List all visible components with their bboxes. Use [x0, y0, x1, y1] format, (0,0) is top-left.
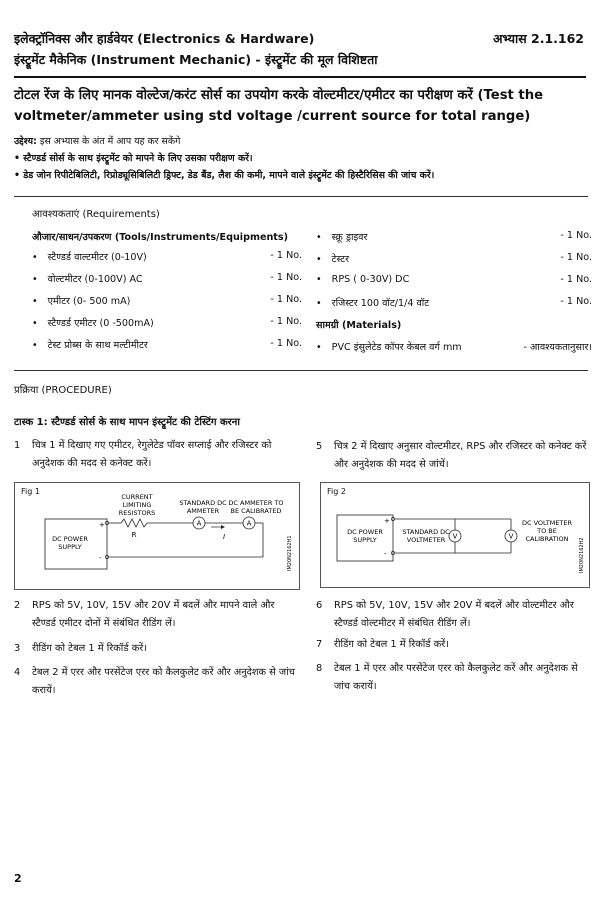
- requirement-item: • एमीटर (0- 500 mA) - 1 No.: [32, 294, 302, 316]
- procedure-step: 8 टेबल 1 में एरर और परसेंटेज एरर को कैलकुलेट करें और अनुदेशक से जांच करायें।: [316, 663, 578, 692]
- fig1-cal-label-2: BE CALIBRATED: [230, 507, 282, 515]
- fig1-cal-label-1: DC AMMETER TO: [228, 499, 284, 507]
- fig1-r-label: R: [131, 531, 137, 539]
- figure-1: [14, 482, 300, 590]
- requirement-item: • टेस्टर - 1 No.: [316, 252, 592, 274]
- fig2-cal-meter-symbol: V: [508, 532, 514, 541]
- header-module: इंस्ट्रूमेंट मैकेनिक (Instrument Mechanic) - इंस्ट्रूमेंट की मूल विशिष्टता: [14, 52, 378, 67]
- fig1-cl-label-2: LIMITING: [122, 501, 152, 509]
- requirements-left-column: [32, 230, 302, 360]
- fig1-cal-meter-symbol: A: [246, 519, 252, 528]
- task-heading: टास्क 1: स्टैण्डर्ड सोर्स के साथ मापन इंस्ट्रूमेंट की टेस्टिंग करना: [14, 417, 240, 428]
- fig1-cl-label-1: CURRENT: [121, 493, 153, 501]
- materials-heading: सामग्री (Materials): [316, 320, 402, 331]
- fig2-cal-label-3: CALIBRATION: [525, 535, 569, 543]
- objective-item: • स्टैण्डर्ड सोर्स के साथ इंस्ट्रूमेंट को मापने के लिए उसका परीक्षण करें।: [14, 153, 253, 164]
- procedure-step: 2 RPS को 5V, 10V, 15V और 20V में बदलें और मापने वाले और स्टैण्डर्ड एमीटर दोनों में संबंधित रीडिंग लें।: [14, 600, 275, 629]
- fig1-code: IM20N2162H1: [287, 535, 293, 571]
- fig2-std-meter-symbol: V: [452, 532, 458, 541]
- page-number: 2: [14, 872, 22, 885]
- fig1-cl-label-3: RESISTORS: [118, 509, 156, 517]
- header-divider: [14, 76, 586, 78]
- procedure-step: 5 चित्र 2 में दिखाए अनुसार वोल्टमीटर, RPS और रजिस्टर को कनेक्ट करें और अनुदेशक की मदद से जांचें।: [316, 441, 587, 470]
- procedure-heading: प्रक्रिया (PROCEDURE): [14, 385, 112, 396]
- fig1-psu-label-2: SUPPLY: [58, 543, 82, 551]
- requirement-item: • स्टैण्डर्ड एमीटर (0 -500mA) - 1 No.: [32, 316, 302, 338]
- fig2-std-label-2: VOLTMETER: [406, 536, 446, 544]
- header-subject: इलेक्ट्रॉनिक्स और हार्डवेयर (Electronics & Hardware): [14, 31, 315, 46]
- figure-1-diagram: [15, 483, 299, 589]
- requirement-item: • रजिस्टर 100 वॉट/1/4 वॉट - 1 No.: [316, 296, 592, 318]
- fig1-std-label-2: AMMETER: [186, 507, 220, 515]
- requirements-right-column: [316, 230, 592, 362]
- tools-heading: औजार/साधन/उपकरण (Tools/Instruments/Equipments): [32, 232, 288, 243]
- fig1-std-label-1: STANDARD DC: [179, 499, 227, 507]
- fig1-minus: -: [99, 554, 102, 562]
- exercise-number: अभ्यास 2.1.162: [492, 31, 584, 46]
- requirement-item: • RPS ( 0-30V) DC - 1 No.: [316, 274, 592, 296]
- procedure-step: 6 RPS को 5V, 10V, 15V और 20V में बदलें और वोल्टमीटर और स्टैण्डर्ड वोल्टमीटर में संबंधित रीडिंग लें।: [316, 600, 574, 629]
- material-item: • PVC इंसुलेटेड कॉपर केबल वर्ग mm - आवश्यकतानुसार।: [316, 340, 592, 362]
- fig1-i-label: I: [223, 533, 226, 541]
- objectives: [14, 133, 590, 184]
- fig1-plus: +: [99, 521, 105, 529]
- requirement-item: • स्टैण्डर्ड वाल्टमीटर (0-10V) - 1 No.: [32, 250, 302, 272]
- requirement-item: • स्क्रू ड्राइवर - 1 No.: [316, 230, 592, 252]
- fig2-std-label-1: STANDARD DC: [402, 528, 450, 536]
- figure-2-diagram: [321, 483, 589, 587]
- procedure-step: 7 रीडिंग को टेबल 1 में रिकॉर्ड करें।: [316, 639, 449, 650]
- fig2-code: IM20N2162H2: [579, 537, 585, 573]
- fig2-psu-label-1: DC POWER: [347, 528, 383, 536]
- fig1-psu-label-1: DC POWER: [52, 535, 88, 543]
- procedure-step: 3 रीडिंग को टेबल 1 में रिकॉर्ड करें।: [14, 643, 147, 654]
- figure-1-label: Fig 1: [21, 487, 40, 496]
- fig2-minus: -: [384, 550, 387, 558]
- fig1-std-meter-symbol: A: [196, 519, 202, 528]
- procedure-step: 1 चित्र 1 में दिखाए गए एमीटर, रेगुलेटेड पॉवर सप्लाई और रजिस्टर को अनुदेशक की मदद से कनेक्ट करें।: [14, 440, 272, 469]
- requirements-heading: आवश्यकताएं (Requirements): [32, 209, 160, 220]
- fig2-cal-label-1: DC VOLTMETER: [521, 519, 573, 527]
- figure-2: [320, 482, 590, 588]
- page-title: टोटल रेंज के लिए मानक वोल्टेज/करंट सोर्स का उपयोग करके वोल्टमीटर/एमीटर का परीक्षण करें (Test the voltmeter/ammeter using std voltage /current source for total range): [14, 88, 544, 124]
- fig2-psu-label-2: SUPPLY: [353, 536, 377, 544]
- objective-item: • डेड जोन रिपीटेबिलिटी, रिप्रोड्यूसिबिलिटी ड्रिफ्ट, डेड बैंड, लैश की कमी, मापने वाले इंस्ट्रूमेंट की हिस्टैरिसिस की जांच करें।: [14, 170, 435, 181]
- procedure-step: 4 टेबल 2 में एरर और परसेंटेज एरर को कैलकुलेट करें और अनुदेशक से जांच करायें।: [14, 667, 295, 696]
- requirement-item: • टेस्ट प्रोब्स के साथ मल्टीमीटर - 1 No.: [32, 338, 302, 360]
- fig1-resistor: [121, 519, 147, 527]
- fig2-cal-label-2: TO BE: [537, 527, 557, 535]
- objectives-intro: इस अभ्यास के अंत में आप यह कर सकेंगे: [36, 136, 181, 147]
- fig2-plus: +: [384, 517, 390, 525]
- requirement-item: • वोल्टमीटर (0-100V) AC - 1 No.: [32, 272, 302, 294]
- figure-2-label: Fig 2: [327, 487, 346, 496]
- objectives-label: उद्देश्य:: [14, 136, 37, 147]
